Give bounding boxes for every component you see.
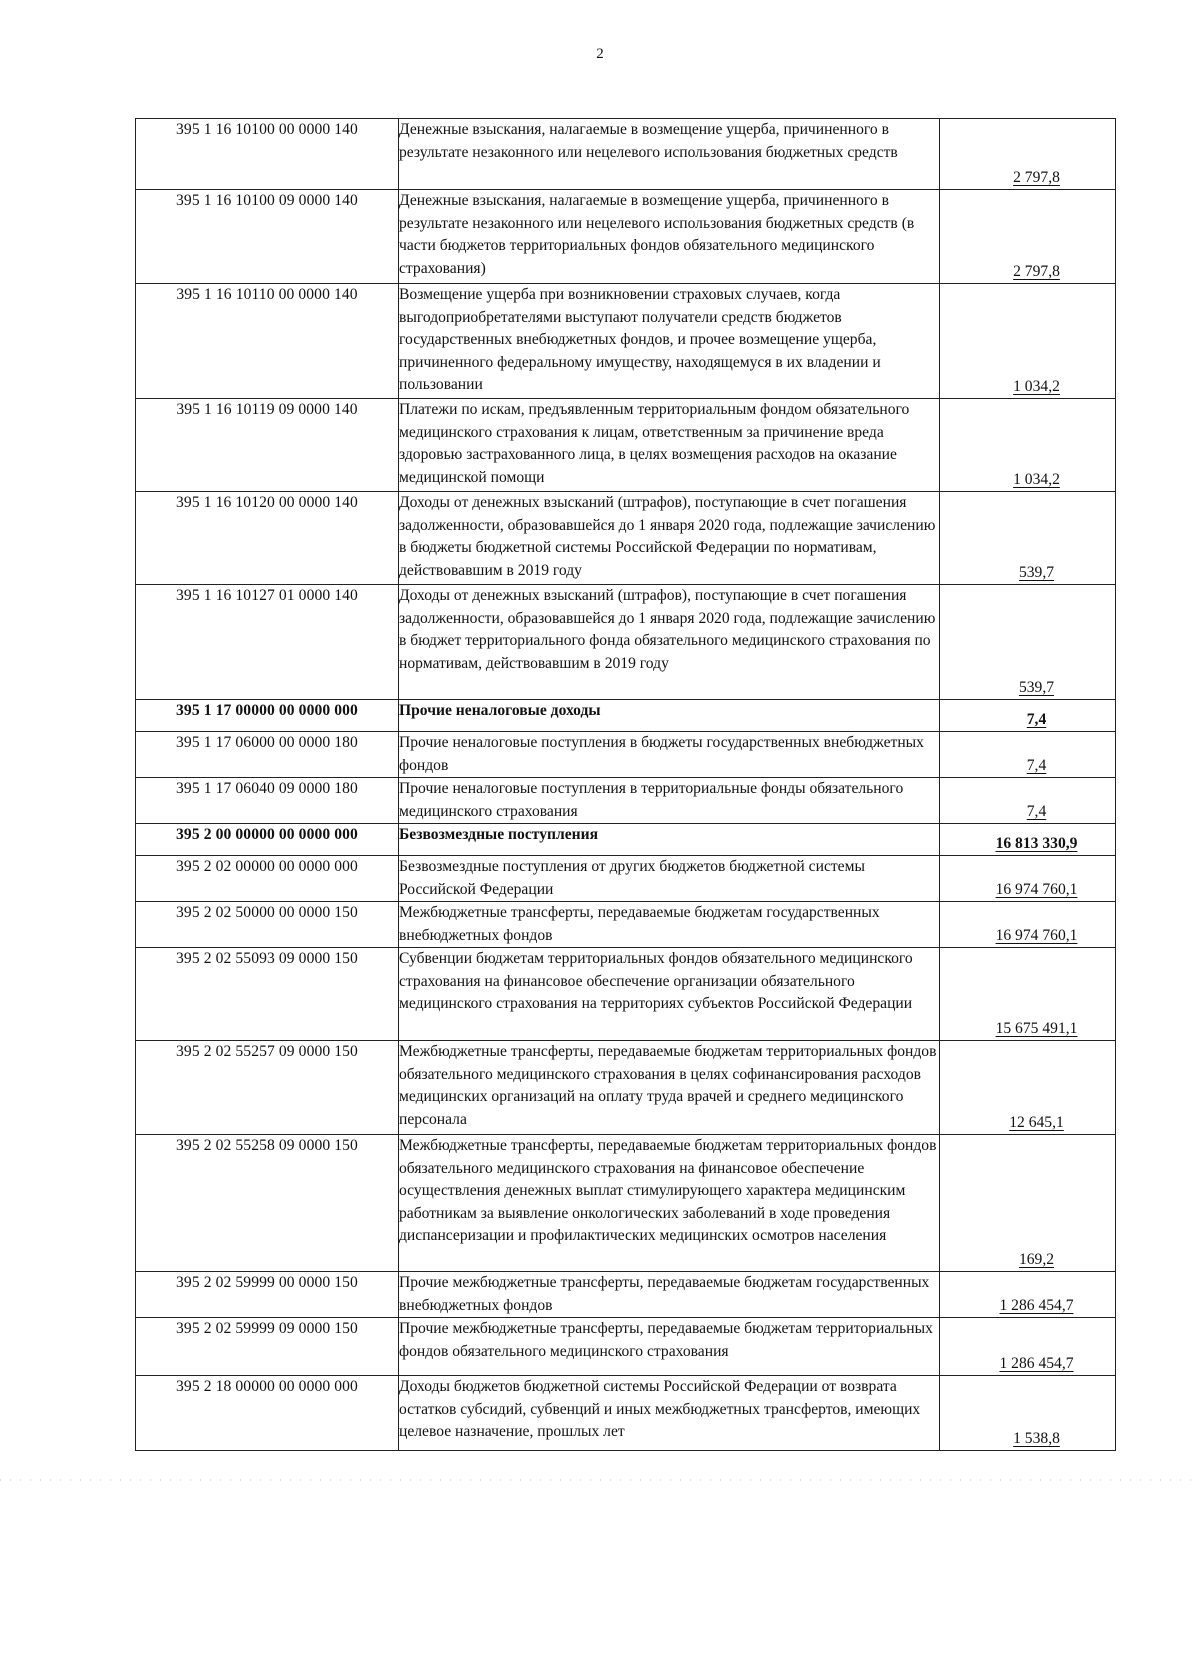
amount-cell bbox=[940, 700, 1116, 732]
revenue-name-cell: Прочие неналоговые доходы bbox=[399, 700, 940, 732]
amount-value: 12 645,1 bbox=[1009, 1113, 1064, 1131]
budget-code-cell: 395 1 16 10127 01 0000 140 bbox=[136, 585, 399, 700]
amount-value: 7,4 bbox=[1026, 802, 1047, 820]
amount-value: 2 797,8 bbox=[1013, 262, 1060, 280]
amount-cell bbox=[940, 399, 1116, 492]
table-row bbox=[136, 284, 1116, 399]
table-row bbox=[136, 119, 1116, 190]
revenue-name-cell: Безвозмездные поступления от других бюджетов бюджетной системы Российской Федерации bbox=[399, 856, 940, 902]
amount-cell bbox=[940, 1272, 1116, 1318]
table-body bbox=[136, 119, 1116, 1451]
amount-cell bbox=[940, 856, 1116, 902]
revenue-name-cell: Денежные взыскания, налагаемые в возмещение ущерба, причиненного в результате незаконного или нецелевого использования бюджетных средств bbox=[399, 119, 940, 190]
budget-code-cell: 395 1 16 10100 09 0000 140 bbox=[136, 190, 399, 284]
amount-cell bbox=[940, 948, 1116, 1041]
budget-code-cell: 395 1 16 10119 09 0000 140 bbox=[136, 399, 399, 492]
amount-value: 539,7 bbox=[1018, 563, 1055, 581]
budget-code-cell: 395 1 16 10110 00 0000 140 bbox=[136, 284, 399, 399]
table-row bbox=[136, 948, 1116, 1041]
amount-cell bbox=[940, 778, 1116, 824]
budget-code-cell: 395 2 02 00000 00 0000 000 bbox=[136, 856, 399, 902]
revenue-name-cell: Прочие неналоговые поступления в бюджеты государственных внебюджетных фондов bbox=[399, 732, 940, 778]
amount-value: 1 034,2 bbox=[1013, 377, 1060, 395]
amount-value: 15 675 491,1 bbox=[995, 1019, 1078, 1037]
table-row bbox=[136, 824, 1116, 856]
budget-code-cell: 395 2 02 55258 09 0000 150 bbox=[136, 1135, 399, 1272]
table-row bbox=[136, 1376, 1116, 1451]
amount-cell bbox=[940, 119, 1116, 190]
table-row bbox=[136, 190, 1116, 284]
amount-value: 1 538,8 bbox=[1013, 1429, 1060, 1447]
revenue-name-cell: Доходы от денежных взысканий (штрафов), поступающие в счет погашения задолженности, образовавшейся до 1 января 2020 года, подлежащие зачислению в бюджеты бюджетной системы Российской Федерации по нормативам, действовавшим в 2019 году bbox=[399, 492, 940, 585]
table-row bbox=[136, 585, 1116, 700]
amount-cell bbox=[940, 284, 1116, 399]
table-row bbox=[136, 492, 1116, 585]
budget-code-cell: 395 2 02 50000 00 0000 150 bbox=[136, 902, 399, 948]
amount-cell bbox=[940, 1135, 1116, 1272]
amount-cell bbox=[940, 902, 1116, 948]
table-row bbox=[136, 732, 1116, 778]
revenue-name-cell: Прочие межбюджетные трансферты, передаваемые бюджетам государственных внебюджетных фондов bbox=[399, 1272, 940, 1318]
amount-value: 16 974 760,1 bbox=[995, 880, 1078, 898]
table-row bbox=[136, 856, 1116, 902]
budget-code-cell: 395 2 18 00000 00 0000 000 bbox=[136, 1376, 399, 1451]
amount-value: 16 813 330,9 bbox=[995, 834, 1078, 852]
amount-value: 1 286 454,7 bbox=[999, 1296, 1074, 1314]
amount-cell bbox=[940, 1376, 1116, 1451]
amount-value: 539,7 bbox=[1018, 678, 1055, 696]
revenue-name-cell: Межбюджетные трансферты, передаваемые бюджетам территориальных фондов обязательного медицинского страхования в целях софинансирования расходов медицинских организаций на оплату труда врачей и среднего медицинского персонала bbox=[399, 1041, 940, 1135]
budget-code-cell: 395 1 17 06040 09 0000 180 bbox=[136, 778, 399, 824]
revenue-name-cell: Платежи по искам, предъявленным территориальным фондом обязательного медицинского страхования к лицам, ответственным за причинение вреда здоровью застрахованного лица, в целях возмещения расходов на оказание медицинской помощи bbox=[399, 399, 940, 492]
amount-value: 1 034,2 bbox=[1013, 470, 1060, 488]
amount-cell bbox=[940, 585, 1116, 700]
table-row bbox=[136, 1318, 1116, 1376]
revenue-name-cell: Денежные взыскания, налагаемые в возмещение ущерба, причиненного в результате незаконного или нецелевого использования бюджетных средств (в части бюджетов территориальных фондов обязательного медицинского страхования) bbox=[399, 190, 940, 284]
table-row bbox=[136, 1041, 1116, 1135]
budget-code-cell: 395 1 17 00000 00 0000 000 bbox=[136, 700, 399, 732]
amount-cell bbox=[940, 1041, 1116, 1135]
table-row bbox=[136, 902, 1116, 948]
amount-value: 2 797,8 bbox=[1013, 168, 1060, 186]
budget-code-cell: 395 2 02 55093 09 0000 150 bbox=[136, 948, 399, 1041]
budget-code-cell: 395 2 02 59999 09 0000 150 bbox=[136, 1318, 399, 1376]
amount-value: 16 974 760,1 bbox=[995, 926, 1078, 944]
page-number: 2 bbox=[596, 46, 604, 62]
revenue-name-cell: Доходы бюджетов бюджетной системы Российской Федерации от возврата остатков субсидий, субвенций и иных межбюджетных трансфертов, имеющих целевое назначение, прошлых лет bbox=[399, 1376, 940, 1451]
amount-cell bbox=[940, 492, 1116, 585]
table-row bbox=[136, 1135, 1116, 1272]
revenue-name-cell: Межбюджетные трансферты, передаваемые бюджетам территориальных фондов обязательного медицинского страхования на финансовое обеспечение осуществления денежных выплат стимулирующего характера медицинским работникам за выявление онкологических заболеваний в ходе проведения диспансеризации и профилактических медицинских осмотров населения bbox=[399, 1135, 940, 1272]
revenue-name-cell: Возмещение ущерба при возникновении страховых случаев, когда выгодоприобретателями выступают получатели средств бюджетов государственных внебюджетных фондов, и прочее возмещение ущерба, причиненного федеральному имуществу, находящемуся в их владении и пользовании bbox=[399, 284, 940, 399]
amount-cell bbox=[940, 1318, 1116, 1376]
budget-code-cell: 395 2 02 59999 00 0000 150 bbox=[136, 1272, 399, 1318]
amount-value: 7,4 bbox=[1026, 756, 1047, 774]
amount-value: 169,2 bbox=[1018, 1250, 1055, 1268]
budget-code-cell: 395 1 17 06000 00 0000 180 bbox=[136, 732, 399, 778]
revenue-name-cell: Прочие межбюджетные трансферты, передаваемые бюджетам территориальных фондов обязательного медицинского страхования bbox=[399, 1318, 940, 1376]
budget-code-cell: 395 1 16 10100 00 0000 140 bbox=[136, 119, 399, 190]
revenue-name-cell: Прочие неналоговые поступления в территориальные фонды обязательного медицинского страхования bbox=[399, 778, 940, 824]
revenue-name-cell: Безвозмездные поступления bbox=[399, 824, 940, 856]
scan-noise-line bbox=[0, 1478, 1200, 1482]
amount-cell bbox=[940, 824, 1116, 856]
amount-cell bbox=[940, 732, 1116, 778]
revenue-name-cell: Субвенции бюджетам территориальных фондов обязательного медицинского страхования на финансовое обеспечение организации обязательного медицинского страхования на территориях субъектов Российской Федерации bbox=[399, 948, 940, 1041]
budget-code-cell: 395 2 02 55257 09 0000 150 bbox=[136, 1041, 399, 1135]
amount-value: 1 286 454,7 bbox=[999, 1354, 1074, 1372]
amount-cell bbox=[940, 190, 1116, 284]
revenue-name-cell: Доходы от денежных взысканий (штрафов), поступающие в счет погашения задолженности, образовавшейся до 1 января 2020 года, подлежащие зачислению в бюджет территориального фонда обязательного медицинского страхования по нормативам, действовавшим в 2019 году bbox=[399, 585, 940, 700]
budget-revenue-table bbox=[135, 118, 1116, 1451]
budget-code-cell: 395 2 00 00000 00 0000 000 bbox=[136, 824, 399, 856]
amount-value: 7,4 bbox=[1026, 710, 1047, 728]
budget-code-cell: 395 1 16 10120 00 0000 140 bbox=[136, 492, 399, 585]
table-row bbox=[136, 399, 1116, 492]
table-row bbox=[136, 778, 1116, 824]
revenue-name-cell: Межбюджетные трансферты, передаваемые бюджетам государственных внебюджетных фондов bbox=[399, 902, 940, 948]
table-row bbox=[136, 700, 1116, 732]
table-row bbox=[136, 1272, 1116, 1318]
